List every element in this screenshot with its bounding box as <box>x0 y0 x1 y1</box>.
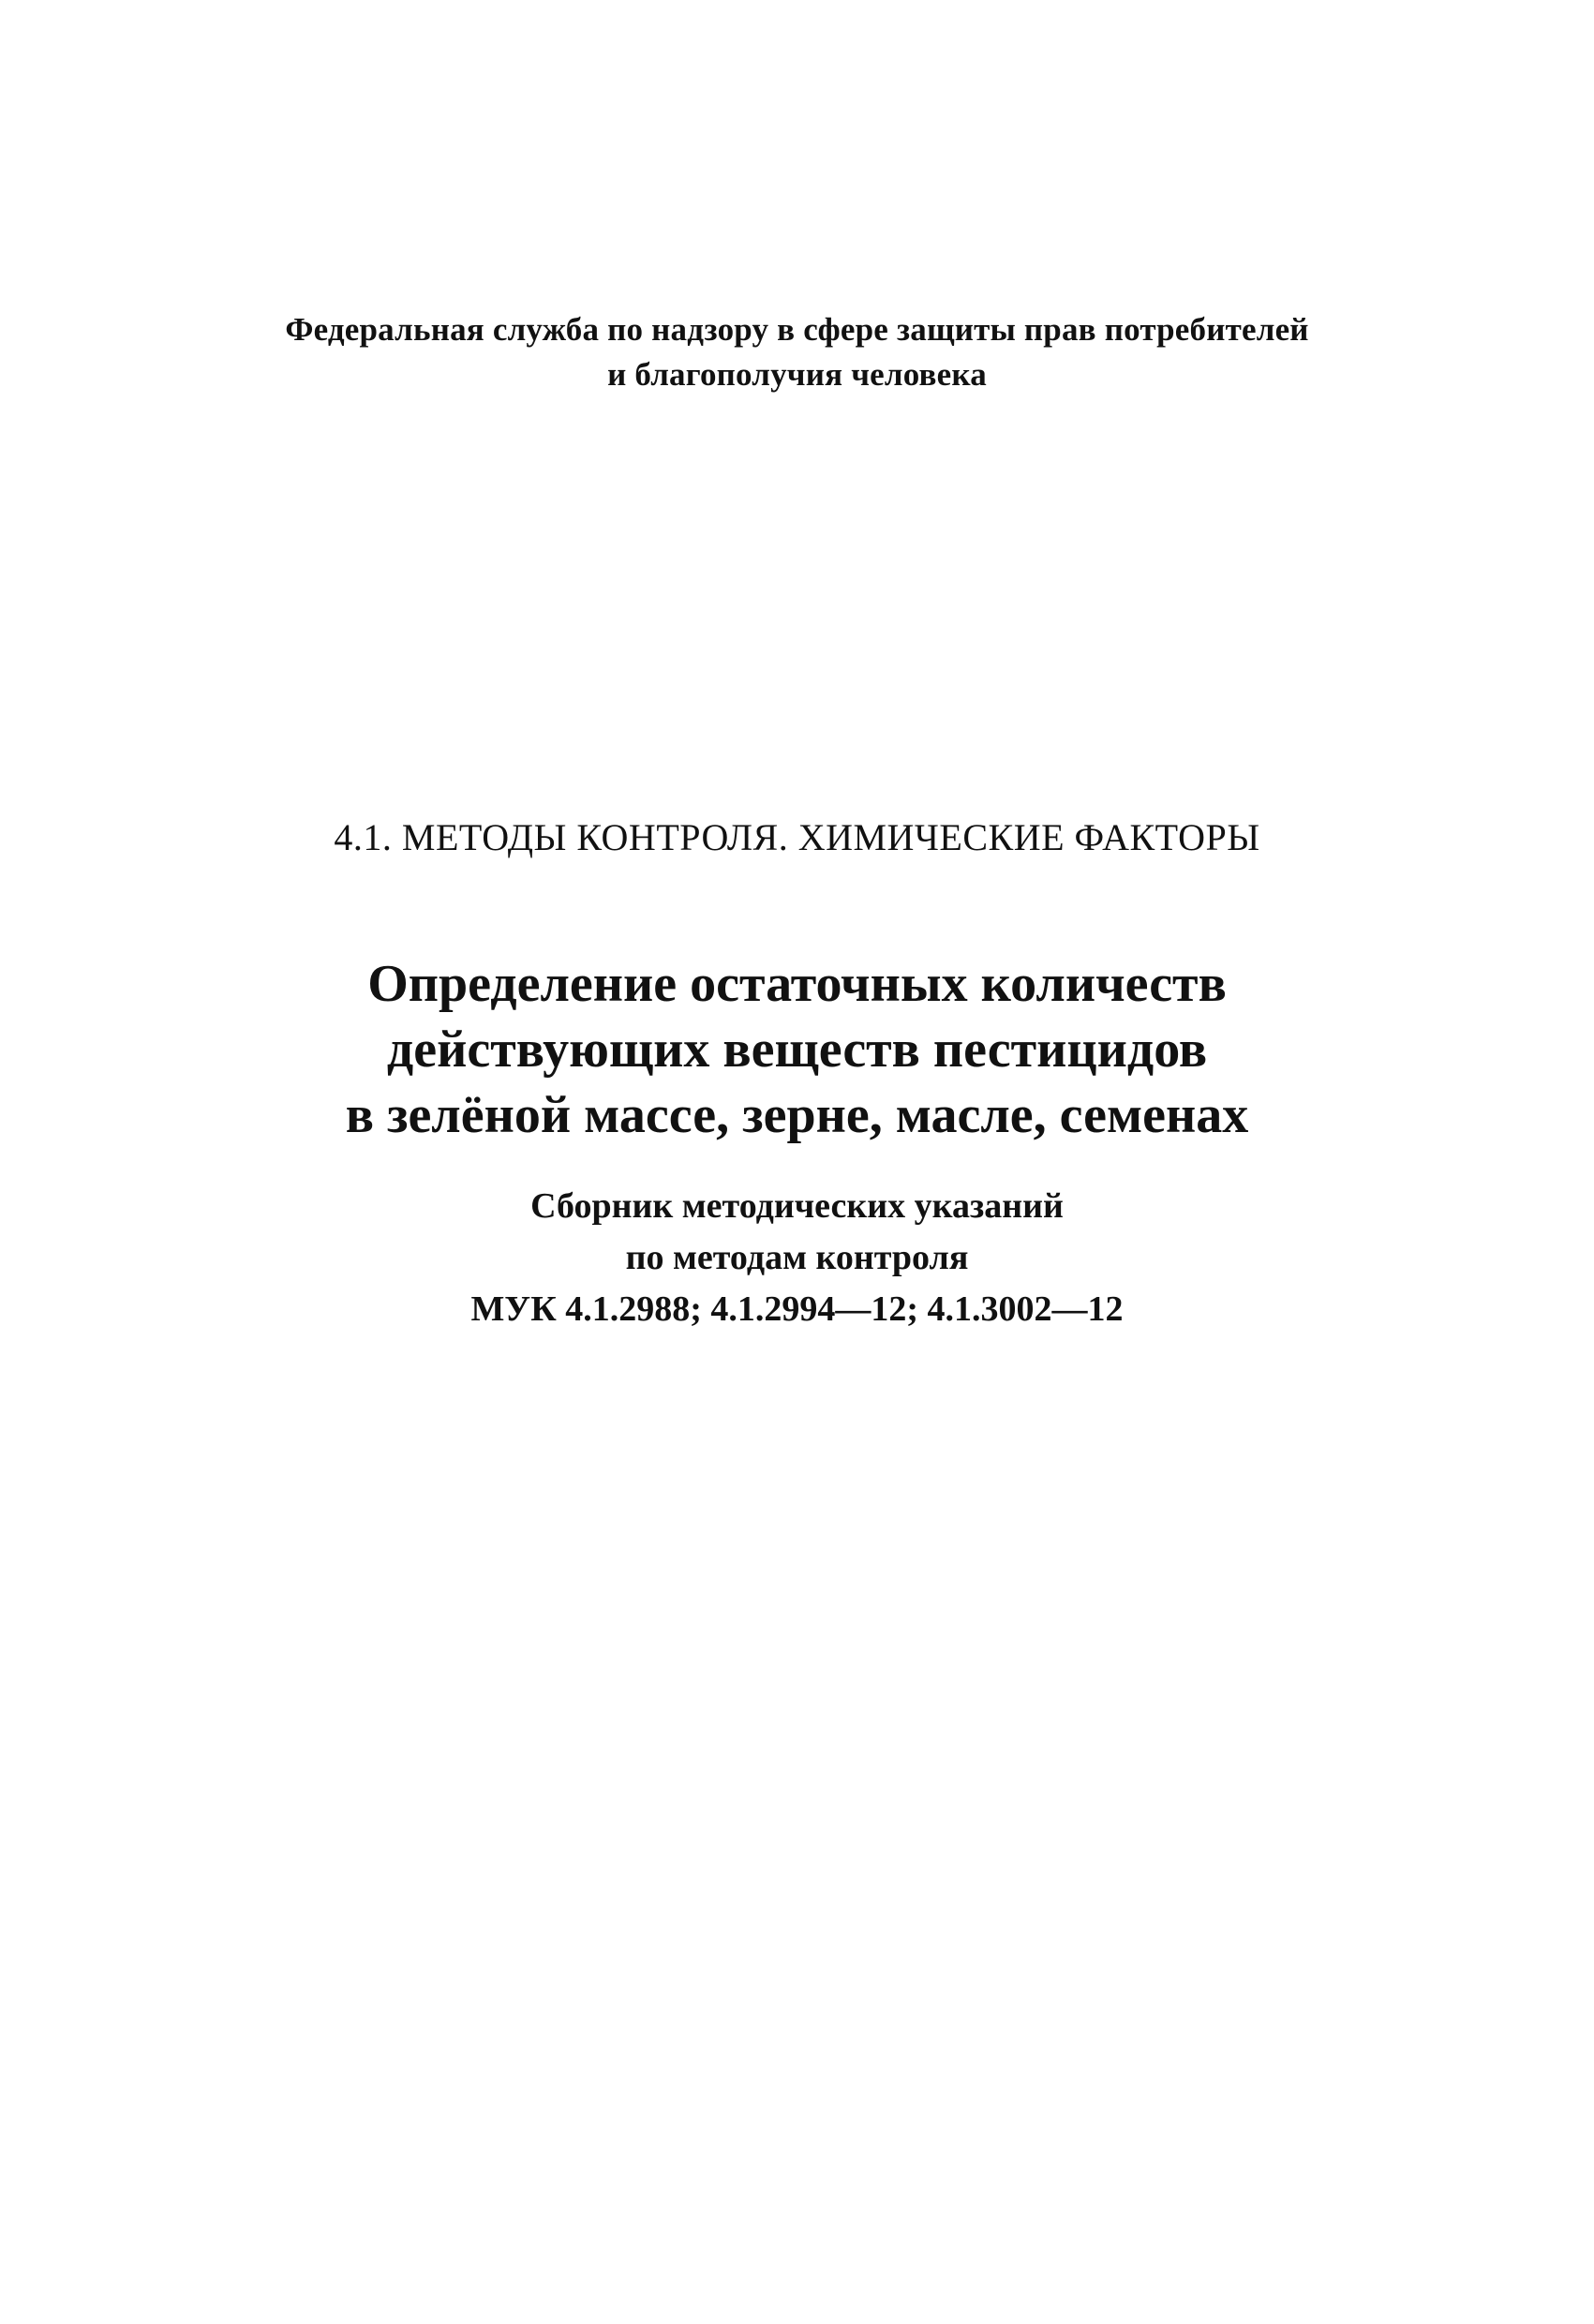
document-codes: МУК 4.1.2988; 4.1.2994—12; 4.1.3002—12 <box>470 1289 1124 1329</box>
title-line-3: в зелёной массе, зерне, масле, семенах <box>345 1086 1249 1144</box>
subtitle-line-2: по методам контроля <box>625 1238 969 1277</box>
section-heading: 4.1. МЕТОДЫ КОНТРОЛЯ. ХИМИЧЕСКИЕ ФАКТОРЫ <box>334 816 1260 858</box>
title-line-2: действующих веществ пестицидов <box>386 1020 1208 1079</box>
subtitle-line-1: Сборник методических указаний <box>530 1186 1064 1226</box>
agency-name-line-2: и благополучия человека <box>607 356 987 393</box>
title-line-1: Определение остаточных количеств <box>367 955 1227 1013</box>
agency-name-line-1: Федеральная служба по надзору в сфере защиты прав потребителей <box>285 311 1309 348</box>
